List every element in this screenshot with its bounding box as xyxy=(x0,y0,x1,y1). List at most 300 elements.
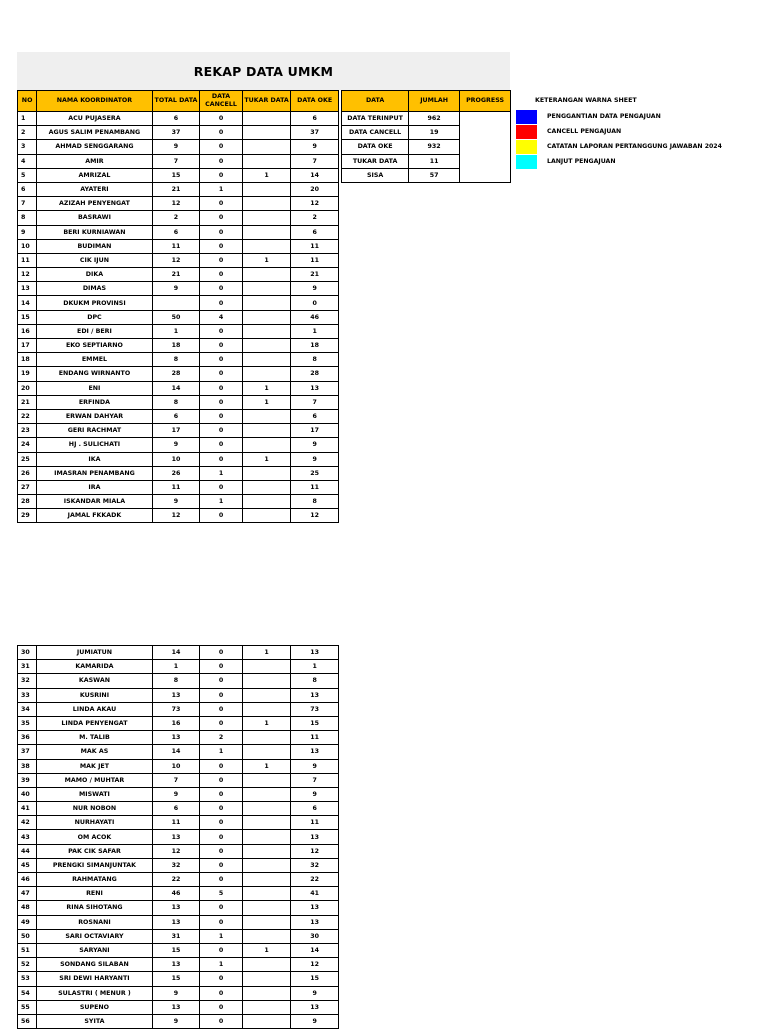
legend-swatch xyxy=(516,125,537,139)
legend-item xyxy=(516,109,756,124)
cell-total: 11 xyxy=(152,480,200,494)
cell-cancell: 0 xyxy=(200,773,243,787)
cell-nama: AYATERI xyxy=(37,182,152,196)
cell-no: 28 xyxy=(18,495,37,509)
cell-oke: 21 xyxy=(291,268,339,282)
cell-no: 26 xyxy=(18,466,37,480)
cell-cancell: 0 xyxy=(200,324,243,338)
cell-oke: 11 xyxy=(291,731,339,745)
cell-nama: SYITA xyxy=(37,1014,152,1028)
legend-label: PENGGANTIAN DATA PENGAJUAN xyxy=(547,113,661,120)
table-row xyxy=(18,197,339,211)
cell-oke: 13 xyxy=(291,1000,339,1014)
cell-cancell: 0 xyxy=(200,660,243,674)
cell-oke: 9 xyxy=(291,986,339,1000)
summary-value: 19 xyxy=(409,126,460,140)
cell-total: 7 xyxy=(152,773,200,787)
cell-tukar xyxy=(242,324,291,338)
table-row xyxy=(18,409,339,423)
cell-tukar xyxy=(242,140,291,154)
cell-no: 43 xyxy=(18,830,37,844)
cell-nama: SONDANG SILABAN xyxy=(37,958,152,972)
cell-no: 32 xyxy=(18,674,37,688)
cell-nama: SUPENO xyxy=(37,1000,152,1014)
cell-nama: JAMAL FKKADK xyxy=(37,509,152,523)
cell-tukar xyxy=(242,1000,291,1014)
cell-total: 21 xyxy=(152,182,200,196)
cell-nama: LINDA PENYENGAT xyxy=(37,716,152,730)
cell-oke: 7 xyxy=(291,773,339,787)
cell-no: 46 xyxy=(18,873,37,887)
cell-total: 8 xyxy=(152,395,200,409)
cell-cancell: 0 xyxy=(200,112,243,126)
table-row xyxy=(18,958,339,972)
table-row xyxy=(18,466,339,480)
table-row xyxy=(18,1000,339,1014)
cell-total: 8 xyxy=(152,353,200,367)
cell-no: 39 xyxy=(18,773,37,787)
cell-no: 5 xyxy=(18,168,37,182)
cell-no: 23 xyxy=(18,424,37,438)
cell-cancell: 0 xyxy=(200,646,243,660)
table-row xyxy=(18,1014,339,1028)
table-row xyxy=(18,972,339,986)
cell-tukar xyxy=(242,268,291,282)
cell-tukar xyxy=(242,424,291,438)
cell-cancell: 0 xyxy=(200,438,243,452)
cell-total: 6 xyxy=(152,802,200,816)
cell-no: 35 xyxy=(18,716,37,730)
cell-no: 40 xyxy=(18,787,37,801)
table-row xyxy=(18,915,339,929)
cell-nama: IMASRAN PENAMBANG xyxy=(37,466,152,480)
table-row xyxy=(18,495,339,509)
cell-cancell: 0 xyxy=(200,716,243,730)
cell-nama: HJ . SULICHATI xyxy=(37,438,152,452)
cell-nama: PAK CIK SAFAR xyxy=(37,844,152,858)
cell-total: 32 xyxy=(152,858,200,872)
cell-tukar: 1 xyxy=(242,759,291,773)
cell-no: 30 xyxy=(18,646,37,660)
cell-cancell: 0 xyxy=(200,816,243,830)
cell-tukar xyxy=(242,126,291,140)
cell-oke: 22 xyxy=(291,873,339,887)
table-row xyxy=(18,140,339,154)
cell-cancell: 1 xyxy=(200,182,243,196)
legend-label: LANJUT PENGAJUAN xyxy=(547,158,616,165)
cell-oke: 9 xyxy=(291,452,339,466)
cell-oke: 1 xyxy=(291,660,339,674)
cell-oke: 9 xyxy=(291,438,339,452)
summary-row xyxy=(342,112,511,126)
cell-tukar xyxy=(242,339,291,353)
legend-items xyxy=(516,109,756,169)
cell-cancell: 0 xyxy=(200,409,243,423)
cell-tukar xyxy=(242,409,291,423)
table-row xyxy=(18,943,339,957)
cell-nama: SRI DEWI HARYANTI xyxy=(37,972,152,986)
table-row xyxy=(18,367,339,381)
cell-oke: 20 xyxy=(291,182,339,196)
cell-no: 9 xyxy=(18,225,37,239)
cell-cancell: 0 xyxy=(200,239,243,253)
cell-tukar xyxy=(242,958,291,972)
table-row xyxy=(18,802,339,816)
cell-cancell: 0 xyxy=(200,759,243,773)
cell-tukar: 1 xyxy=(242,253,291,267)
cell-oke: 12 xyxy=(291,509,339,523)
legend-swatch xyxy=(516,140,537,154)
cell-cancell: 0 xyxy=(200,1014,243,1028)
cell-tukar xyxy=(242,182,291,196)
cell-cancell: 0 xyxy=(200,353,243,367)
cell-nama: DPC xyxy=(37,310,152,324)
cell-oke: 12 xyxy=(291,197,339,211)
cell-cancell: 0 xyxy=(200,282,243,296)
cell-cancell: 0 xyxy=(200,126,243,140)
cell-nama: KASWAN xyxy=(37,674,152,688)
cell-total: 12 xyxy=(152,844,200,858)
cell-total: 14 xyxy=(152,646,200,660)
cell-cancell: 0 xyxy=(200,268,243,282)
cell-no: 45 xyxy=(18,858,37,872)
table-header-row xyxy=(18,91,339,112)
cell-tukar xyxy=(242,873,291,887)
cell-no: 56 xyxy=(18,1014,37,1028)
cell-total: 31 xyxy=(152,929,200,943)
table-row xyxy=(18,660,339,674)
cell-no: 6 xyxy=(18,182,37,196)
cell-cancell: 0 xyxy=(200,986,243,1000)
cell-total: 6 xyxy=(152,112,200,126)
cell-nama: EDI / BERI xyxy=(37,324,152,338)
cell-no: 47 xyxy=(18,887,37,901)
cell-oke: 6 xyxy=(291,225,339,239)
table-row xyxy=(18,509,339,523)
cell-total: 13 xyxy=(152,731,200,745)
table-row xyxy=(18,986,339,1000)
cell-total: 14 xyxy=(152,745,200,759)
cell-oke: 13 xyxy=(291,745,339,759)
cell-nama: DIKA xyxy=(37,268,152,282)
table-row xyxy=(18,268,339,282)
cell-oke: 2 xyxy=(291,211,339,225)
cell-nama: AMRIZAL xyxy=(37,168,152,182)
cell-cancell: 0 xyxy=(200,873,243,887)
summary-value: 932 xyxy=(409,140,460,154)
cell-tukar xyxy=(242,660,291,674)
cell-oke: 18 xyxy=(291,339,339,353)
cell-total: 50 xyxy=(152,310,200,324)
cell-tukar xyxy=(242,787,291,801)
table-row xyxy=(18,353,339,367)
cell-nama: AZIZAH PENYENGAT xyxy=(37,197,152,211)
legend-label: CATATAN LAPORAN PERTANGGUNG JAWABAN 2024 xyxy=(547,143,722,150)
cell-no: 50 xyxy=(18,929,37,943)
table-row xyxy=(18,929,339,943)
cell-tukar xyxy=(242,702,291,716)
table-body-2 xyxy=(18,646,339,1029)
cell-no: 13 xyxy=(18,282,37,296)
cell-cancell: 0 xyxy=(200,674,243,688)
cell-cancell: 0 xyxy=(200,296,243,310)
cell-nama: CIK IJUN xyxy=(37,253,152,267)
cell-no: 44 xyxy=(18,844,37,858)
cell-no: 49 xyxy=(18,915,37,929)
cell-cancell: 0 xyxy=(200,943,243,957)
cell-nama: ACU PUJASERA xyxy=(37,112,152,126)
cell-oke: 13 xyxy=(291,688,339,702)
cell-total: 10 xyxy=(152,452,200,466)
cell-oke: 13 xyxy=(291,830,339,844)
cell-no: 22 xyxy=(18,409,37,423)
table-row xyxy=(18,211,339,225)
cell-cancell: 0 xyxy=(200,509,243,523)
cell-oke: 8 xyxy=(291,353,339,367)
cell-oke: 12 xyxy=(291,958,339,972)
cell-total: 8 xyxy=(152,674,200,688)
cell-nama: AHMAD SENGGARANG xyxy=(37,140,152,154)
cell-no: 16 xyxy=(18,324,37,338)
cell-cancell: 4 xyxy=(200,310,243,324)
cell-nama: RINA SIHOTANG xyxy=(37,901,152,915)
cell-no: 51 xyxy=(18,943,37,957)
table-row xyxy=(18,182,339,196)
cell-nama: ISKANDAR MIALA xyxy=(37,495,152,509)
cell-total: 15 xyxy=(152,943,200,957)
cell-no: 18 xyxy=(18,353,37,367)
cell-total: 9 xyxy=(152,495,200,509)
cell-tukar xyxy=(242,972,291,986)
cell-oke: 8 xyxy=(291,674,339,688)
table-row xyxy=(18,438,339,452)
summary-value: 962 xyxy=(409,112,460,126)
table-row xyxy=(18,830,339,844)
cell-tukar xyxy=(242,509,291,523)
cell-oke: 9 xyxy=(291,787,339,801)
legend-item xyxy=(516,154,756,169)
cell-oke: 11 xyxy=(291,253,339,267)
cell-nama: EKO SEPTIARNO xyxy=(37,339,152,353)
cell-total: 13 xyxy=(152,901,200,915)
cell-no: 48 xyxy=(18,901,37,915)
cell-total: 12 xyxy=(152,253,200,267)
cell-tukar xyxy=(242,353,291,367)
cell-oke: 41 xyxy=(291,887,339,901)
cell-no: 55 xyxy=(18,1000,37,1014)
cell-cancell: 0 xyxy=(200,844,243,858)
cell-cancell: 1 xyxy=(200,466,243,480)
cell-oke: 9 xyxy=(291,1014,339,1028)
cell-no: 20 xyxy=(18,381,37,395)
header-no: NO xyxy=(18,91,37,112)
table-row xyxy=(18,873,339,887)
cell-cancell: 0 xyxy=(200,858,243,872)
cell-oke: 46 xyxy=(291,310,339,324)
cell-total: 16 xyxy=(152,716,200,730)
table-row xyxy=(18,716,339,730)
cell-nama: KUSRINI xyxy=(37,688,152,702)
cell-oke: 11 xyxy=(291,239,339,253)
cell-oke: 14 xyxy=(291,168,339,182)
cell-no: 25 xyxy=(18,452,37,466)
table-row xyxy=(18,844,339,858)
cell-cancell: 0 xyxy=(200,140,243,154)
cell-cancell: 0 xyxy=(200,211,243,225)
cell-nama: AMIR xyxy=(37,154,152,168)
cell-cancell: 0 xyxy=(200,452,243,466)
table-row xyxy=(18,296,339,310)
cell-total: 14 xyxy=(152,381,200,395)
cell-total: 22 xyxy=(152,873,200,887)
cell-cancell: 0 xyxy=(200,381,243,395)
cell-total: 28 xyxy=(152,367,200,381)
cell-oke: 28 xyxy=(291,367,339,381)
cell-cancell: 0 xyxy=(200,367,243,381)
cell-nama: MAMO / MUHTAR xyxy=(37,773,152,787)
table-row xyxy=(18,858,339,872)
cell-cancell: 0 xyxy=(200,702,243,716)
color-legend xyxy=(516,95,756,169)
cell-tukar: 1 xyxy=(242,168,291,182)
cell-oke: 73 xyxy=(291,702,339,716)
cell-tukar xyxy=(242,915,291,929)
header-total: TOTAL DATA xyxy=(152,91,200,112)
table-row xyxy=(18,759,339,773)
cell-no: 7 xyxy=(18,197,37,211)
cell-tukar xyxy=(242,112,291,126)
summary-label: DATA OKE xyxy=(342,140,409,154)
cell-no: 10 xyxy=(18,239,37,253)
cell-nama: GERI RACHMAT xyxy=(37,424,152,438)
cell-no: 37 xyxy=(18,745,37,759)
cell-tukar xyxy=(242,929,291,943)
cell-nama: ENI xyxy=(37,381,152,395)
table-row xyxy=(18,282,339,296)
cell-oke: 6 xyxy=(291,409,339,423)
table-row xyxy=(18,339,339,353)
cell-total: 10 xyxy=(152,759,200,773)
table-row xyxy=(18,731,339,745)
cell-cancell: 0 xyxy=(200,197,243,211)
cell-no: 1 xyxy=(18,112,37,126)
cell-total: 37 xyxy=(152,126,200,140)
progress-cell xyxy=(460,112,511,183)
cell-tukar xyxy=(242,1014,291,1028)
cell-no: 53 xyxy=(18,972,37,986)
table-row xyxy=(18,225,339,239)
cell-tukar xyxy=(242,495,291,509)
table-row xyxy=(18,310,339,324)
cell-total: 13 xyxy=(152,958,200,972)
cell-total: 9 xyxy=(152,787,200,801)
table-row xyxy=(18,324,339,338)
cell-tukar xyxy=(242,802,291,816)
cell-no: 19 xyxy=(18,367,37,381)
cell-cancell: 0 xyxy=(200,395,243,409)
cell-tukar xyxy=(242,480,291,494)
cell-no: 34 xyxy=(18,702,37,716)
cell-nama: SARYANI xyxy=(37,943,152,957)
cell-total: 6 xyxy=(152,409,200,423)
table-row xyxy=(18,887,339,901)
cell-cancell: 0 xyxy=(200,168,243,182)
summary-label: TUKAR DATA xyxy=(342,154,409,168)
table-row xyxy=(18,787,339,801)
summary-body xyxy=(342,112,511,183)
cell-oke: 8 xyxy=(291,495,339,509)
table-row xyxy=(18,674,339,688)
cell-total: 13 xyxy=(152,1000,200,1014)
cell-no: 41 xyxy=(18,802,37,816)
cell-total: 2 xyxy=(152,211,200,225)
cell-total: 17 xyxy=(152,424,200,438)
cell-no: 14 xyxy=(18,296,37,310)
cell-cancell: 0 xyxy=(200,480,243,494)
cell-cancell: 0 xyxy=(200,830,243,844)
cell-tukar xyxy=(242,745,291,759)
cell-no: 27 xyxy=(18,480,37,494)
cell-oke: 7 xyxy=(291,395,339,409)
cell-total: 13 xyxy=(152,915,200,929)
cell-nama: IKA xyxy=(37,452,152,466)
cell-no: 29 xyxy=(18,509,37,523)
cell-no: 33 xyxy=(18,688,37,702)
cell-tukar xyxy=(242,310,291,324)
table-row xyxy=(18,745,339,759)
cell-oke: 13 xyxy=(291,915,339,929)
cell-oke: 15 xyxy=(291,716,339,730)
cell-nama: AGUS SALIM PENAMBANG xyxy=(37,126,152,140)
cell-nama: IRA xyxy=(37,480,152,494)
cell-no: 24 xyxy=(18,438,37,452)
table-row xyxy=(18,452,339,466)
cell-nama: NUR NOBON xyxy=(37,802,152,816)
cell-nama: ROSNANI xyxy=(37,915,152,929)
summary-table xyxy=(341,90,511,183)
table-row xyxy=(18,168,339,182)
table-row xyxy=(18,773,339,787)
cell-cancell: 0 xyxy=(200,339,243,353)
table-body-1 xyxy=(18,112,339,523)
cell-total: 9 xyxy=(152,438,200,452)
coordinator-table-2 xyxy=(17,645,339,1029)
cell-no: 11 xyxy=(18,253,37,267)
cell-nama: EMMEL xyxy=(37,353,152,367)
cell-nama: SULASTRI ( MENUR ) xyxy=(37,986,152,1000)
legend-title: KETERANGAN WARNA SHEET xyxy=(535,97,637,104)
cell-oke: 37 xyxy=(291,126,339,140)
summary-label: DATA TERINPUT xyxy=(342,112,409,126)
cell-tukar: 1 xyxy=(242,943,291,957)
table-row xyxy=(18,253,339,267)
table-row xyxy=(18,646,339,660)
cell-no: 36 xyxy=(18,731,37,745)
cell-total: 15 xyxy=(152,168,200,182)
cell-nama: BASRAWI xyxy=(37,211,152,225)
cell-cancell: 1 xyxy=(200,745,243,759)
cell-tukar xyxy=(242,887,291,901)
cell-nama: SARI OCTAVIARY xyxy=(37,929,152,943)
table-row xyxy=(18,154,339,168)
cell-tukar xyxy=(242,154,291,168)
summary-value: 57 xyxy=(409,168,460,182)
cell-oke: 6 xyxy=(291,112,339,126)
cell-nama: ENDANG WIRNANTO xyxy=(37,367,152,381)
cell-total: 9 xyxy=(152,1014,200,1028)
cell-total: 11 xyxy=(152,239,200,253)
cell-total: 12 xyxy=(152,197,200,211)
